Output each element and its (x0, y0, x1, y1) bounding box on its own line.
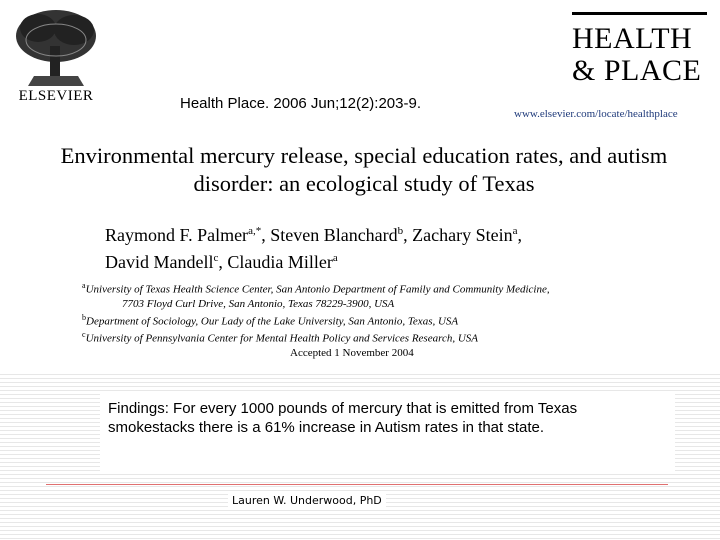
presenter-name: Lauren W. Underwood, PhD (228, 492, 386, 509)
author-affiliation-mark: b (397, 225, 404, 237)
paper-title: Environmental mercury release, special education rates, and autism disorder: an ecological study of Texas (60, 143, 668, 196)
author-affiliation-mark: c (213, 252, 219, 264)
findings-text: Findings: For every 1000 pounds of mercury that is emitted from Texas smokestacks there is a 61% increase in Autism rates in that state. (100, 393, 675, 471)
author-affiliation-mark: a (512, 225, 518, 237)
author-name: David Mandell (105, 252, 214, 272)
author-name: Zachary Stein (412, 225, 513, 245)
journal-url[interactable]: www.elsevier.com/locate/healthplace (514, 108, 678, 120)
journal-name-line1: HEALTH (572, 22, 693, 55)
citation: Health Place. 2006 Jun;12(2):203-9. (180, 95, 421, 112)
journal-name-line2: & PLACE (572, 54, 702, 87)
journal-logo-bar (572, 12, 707, 15)
author-affiliation-mark: a (332, 252, 338, 264)
accepted-date: Accepted 1 November 2004 (290, 347, 414, 359)
author-name: Steven Blanchard (270, 225, 398, 245)
author-list: Raymond F. Palmer$^{a,*}$, Steven Blanchard$^b$, Zachary Stein$^a$, David Mandell$^c$, Claudia Miller$^a$ (105, 225, 523, 272)
footer-divider (46, 484, 668, 485)
author-affiliation-mark: a,* (248, 225, 262, 237)
elsevier-tree-emblem (8, 6, 104, 90)
publisher-name: ELSEVIER (18, 88, 94, 104)
journal-logo (572, 12, 707, 87)
author-name: Raymond F. Palmer (105, 225, 249, 245)
affiliation-item: 7703 Floyd Curl Drive, San Antonio, Texas 78229-3900, USA (122, 297, 395, 310)
affiliation-item: $^b$Department of Sociology, Our Lady of the Lake University, San Antonio, Texas, USA (82, 312, 459, 328)
affiliation-list (82, 279, 682, 346)
affiliation-item: $^c$University of Pennsylvania Center for Mental Health Policy and Services Research, USA (82, 330, 478, 345)
affiliation-item: $^a$University of Texas Health Science Center, San Antonio Department of Family and Community Medicine, (82, 281, 550, 296)
author-name: Claudia Miller (227, 252, 333, 272)
